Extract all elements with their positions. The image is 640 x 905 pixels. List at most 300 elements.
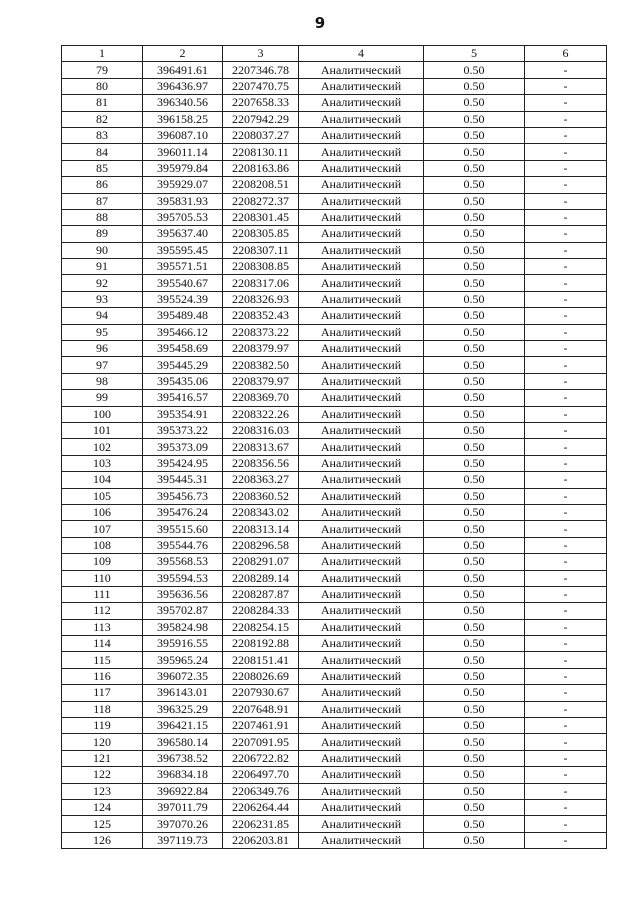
x-coordinate-cell: 395571.51	[143, 259, 223, 275]
method-cell: Аналитический	[299, 734, 424, 750]
x-coordinate-cell: 395916.55	[143, 636, 223, 652]
x-coordinate-cell: 396491.61	[143, 62, 223, 78]
x-coordinate-cell: 395540.67	[143, 275, 223, 291]
x-coordinate-cell: 395636.56	[143, 586, 223, 602]
table-row	[62, 406, 607, 422]
point-number-cell: 83	[62, 127, 143, 143]
point-number-cell: 97	[62, 357, 143, 373]
y-coordinate-cell: 2208326.93	[223, 291, 299, 307]
y-coordinate-cell: 2208289.14	[223, 570, 299, 586]
table-row	[62, 570, 607, 586]
table-row	[62, 832, 607, 848]
point-number-cell: 114	[62, 636, 143, 652]
note-cell: -	[525, 160, 607, 176]
point-number-cell: 99	[62, 390, 143, 406]
table-row	[62, 193, 607, 209]
method-cell: Аналитический	[299, 455, 424, 471]
method-cell: Аналитический	[299, 718, 424, 734]
y-coordinate-cell: 2208287.87	[223, 586, 299, 602]
method-cell: Аналитический	[299, 226, 424, 242]
y-coordinate-cell: 2208322.26	[223, 406, 299, 422]
table-row	[62, 734, 607, 750]
y-coordinate-cell: 2206349.76	[223, 783, 299, 799]
method-cell: Аналитический	[299, 275, 424, 291]
table-row	[62, 324, 607, 340]
table-row	[62, 422, 607, 438]
method-cell: Аналитический	[299, 816, 424, 832]
table-row	[62, 439, 607, 455]
note-cell: -	[525, 275, 607, 291]
x-coordinate-cell: 396325.29	[143, 701, 223, 717]
point-number-cell: 94	[62, 308, 143, 324]
accuracy-cell: 0.50	[424, 111, 525, 127]
y-coordinate-cell: 2206722.82	[223, 750, 299, 766]
accuracy-cell: 0.50	[424, 488, 525, 504]
note-cell: -	[525, 619, 607, 635]
accuracy-cell: 0.50	[424, 193, 525, 209]
column-header: 1	[62, 46, 143, 62]
column-header: 4	[299, 46, 424, 62]
point-number-cell: 108	[62, 537, 143, 553]
x-coordinate-cell: 395702.87	[143, 603, 223, 619]
table-row	[62, 636, 607, 652]
point-number-cell: 103	[62, 455, 143, 471]
point-number-cell: 81	[62, 95, 143, 111]
table-header-row	[62, 46, 607, 62]
point-number-cell: 107	[62, 521, 143, 537]
y-coordinate-cell: 2207648.91	[223, 701, 299, 717]
accuracy-cell: 0.50	[424, 734, 525, 750]
point-number-cell: 116	[62, 668, 143, 684]
point-number-cell: 98	[62, 373, 143, 389]
note-cell: -	[525, 308, 607, 324]
table-row	[62, 586, 607, 602]
method-cell: Аналитический	[299, 390, 424, 406]
y-coordinate-cell: 2208379.97	[223, 341, 299, 357]
y-coordinate-cell: 2208373.22	[223, 324, 299, 340]
accuracy-cell: 0.50	[424, 603, 525, 619]
note-cell: -	[525, 406, 607, 422]
x-coordinate-cell: 395456.73	[143, 488, 223, 504]
method-cell: Аналитический	[299, 504, 424, 520]
table-row	[62, 291, 607, 307]
method-cell: Аналитический	[299, 537, 424, 553]
point-number-cell: 111	[62, 586, 143, 602]
x-coordinate-cell: 395466.12	[143, 324, 223, 340]
point-number-cell: 124	[62, 799, 143, 815]
x-coordinate-cell: 396834.18	[143, 767, 223, 783]
note-cell: -	[525, 324, 607, 340]
y-coordinate-cell: 2208356.56	[223, 455, 299, 471]
x-coordinate-cell: 395489.48	[143, 308, 223, 324]
method-cell: Аналитический	[299, 439, 424, 455]
note-cell: -	[525, 357, 607, 373]
x-coordinate-cell: 395476.24	[143, 504, 223, 520]
accuracy-cell: 0.50	[424, 62, 525, 78]
x-coordinate-cell: 395354.91	[143, 406, 223, 422]
point-number-cell: 102	[62, 439, 143, 455]
column-header: 6	[525, 46, 607, 62]
point-number-cell: 82	[62, 111, 143, 127]
y-coordinate-cell: 2208352.43	[223, 308, 299, 324]
note-cell: -	[525, 472, 607, 488]
x-coordinate-cell: 396340.56	[143, 95, 223, 111]
x-coordinate-cell: 396011.14	[143, 144, 223, 160]
point-number-cell: 123	[62, 783, 143, 799]
method-cell: Аналитический	[299, 242, 424, 258]
note-cell: -	[525, 341, 607, 357]
method-cell: Аналитический	[299, 324, 424, 340]
y-coordinate-cell: 2208369.70	[223, 390, 299, 406]
point-number-cell: 104	[62, 472, 143, 488]
note-cell: -	[525, 652, 607, 668]
note-cell: -	[525, 62, 607, 78]
point-number-cell: 95	[62, 324, 143, 340]
column-header: 3	[223, 46, 299, 62]
x-coordinate-cell: 396421.15	[143, 718, 223, 734]
accuracy-cell: 0.50	[424, 521, 525, 537]
note-cell: -	[525, 439, 607, 455]
note-cell: -	[525, 111, 607, 127]
method-cell: Аналитический	[299, 259, 424, 275]
x-coordinate-cell: 397119.73	[143, 832, 223, 848]
accuracy-cell: 0.50	[424, 750, 525, 766]
point-number-cell: 119	[62, 718, 143, 734]
method-cell: Аналитический	[299, 472, 424, 488]
x-coordinate-cell: 395515.60	[143, 521, 223, 537]
note-cell: -	[525, 95, 607, 111]
y-coordinate-cell: 2208313.14	[223, 521, 299, 537]
x-coordinate-cell: 396436.97	[143, 78, 223, 94]
x-coordinate-cell: 395831.93	[143, 193, 223, 209]
y-coordinate-cell: 2207658.33	[223, 95, 299, 111]
point-number-cell: 120	[62, 734, 143, 750]
accuracy-cell: 0.50	[424, 259, 525, 275]
method-cell: Аналитический	[299, 767, 424, 783]
x-coordinate-cell: 395445.31	[143, 472, 223, 488]
x-coordinate-cell: 396158.25	[143, 111, 223, 127]
y-coordinate-cell: 2208037.27	[223, 127, 299, 143]
method-cell: Аналитический	[299, 62, 424, 78]
table-row	[62, 455, 607, 471]
table-row	[62, 226, 607, 242]
point-number-cell: 90	[62, 242, 143, 258]
y-coordinate-cell: 2208313.67	[223, 439, 299, 455]
y-coordinate-cell: 2208208.51	[223, 177, 299, 193]
note-cell: -	[525, 603, 607, 619]
note-cell: -	[525, 226, 607, 242]
point-number-cell: 122	[62, 767, 143, 783]
note-cell: -	[525, 127, 607, 143]
y-coordinate-cell: 2207942.29	[223, 111, 299, 127]
note-cell: -	[525, 78, 607, 94]
method-cell: Аналитический	[299, 308, 424, 324]
note-cell: -	[525, 799, 607, 815]
y-coordinate-cell: 2207461.91	[223, 718, 299, 734]
column-header: 5	[424, 46, 525, 62]
y-coordinate-cell: 2208360.52	[223, 488, 299, 504]
accuracy-cell: 0.50	[424, 373, 525, 389]
y-coordinate-cell: 2208284.33	[223, 603, 299, 619]
accuracy-cell: 0.50	[424, 209, 525, 225]
accuracy-cell: 0.50	[424, 504, 525, 520]
y-coordinate-cell: 2208317.06	[223, 275, 299, 291]
y-coordinate-cell: 2207346.78	[223, 62, 299, 78]
accuracy-cell: 0.50	[424, 177, 525, 193]
y-coordinate-cell: 2207470.75	[223, 78, 299, 94]
accuracy-cell: 0.50	[424, 767, 525, 783]
y-coordinate-cell: 2208192.88	[223, 636, 299, 652]
method-cell: Аналитический	[299, 783, 424, 799]
accuracy-cell: 0.50	[424, 390, 525, 406]
accuracy-cell: 0.50	[424, 160, 525, 176]
note-cell: -	[525, 242, 607, 258]
y-coordinate-cell: 2208130.11	[223, 144, 299, 160]
method-cell: Аналитический	[299, 619, 424, 635]
x-coordinate-cell: 396580.14	[143, 734, 223, 750]
x-coordinate-cell: 395524.39	[143, 291, 223, 307]
note-cell: -	[525, 734, 607, 750]
table-row	[62, 111, 607, 127]
point-number-cell: 112	[62, 603, 143, 619]
point-number-cell: 84	[62, 144, 143, 160]
note-cell: -	[525, 488, 607, 504]
table-row	[62, 701, 607, 717]
accuracy-cell: 0.50	[424, 701, 525, 717]
accuracy-cell: 0.50	[424, 472, 525, 488]
method-cell: Аналитический	[299, 209, 424, 225]
table-row	[62, 144, 607, 160]
table-row	[62, 685, 607, 701]
method-cell: Аналитический	[299, 668, 424, 684]
point-number-cell: 100	[62, 406, 143, 422]
note-cell: -	[525, 750, 607, 766]
table-row	[62, 816, 607, 832]
x-coordinate-cell: 395568.53	[143, 554, 223, 570]
point-number-cell: 96	[62, 341, 143, 357]
table-row	[62, 242, 607, 258]
x-coordinate-cell: 395544.76	[143, 537, 223, 553]
y-coordinate-cell: 2208291.07	[223, 554, 299, 570]
y-coordinate-cell: 2207930.67	[223, 685, 299, 701]
method-cell: Аналитический	[299, 341, 424, 357]
point-number-cell: 91	[62, 259, 143, 275]
note-cell: -	[525, 832, 607, 848]
point-number-cell: 105	[62, 488, 143, 504]
accuracy-cell: 0.50	[424, 586, 525, 602]
table-row	[62, 373, 607, 389]
x-coordinate-cell: 395373.09	[143, 439, 223, 455]
accuracy-cell: 0.50	[424, 652, 525, 668]
table-row	[62, 78, 607, 94]
accuracy-cell: 0.50	[424, 144, 525, 160]
table-row	[62, 357, 607, 373]
note-cell: -	[525, 767, 607, 783]
note-cell: -	[525, 209, 607, 225]
x-coordinate-cell: 396738.52	[143, 750, 223, 766]
x-coordinate-cell: 395824.98	[143, 619, 223, 635]
y-coordinate-cell: 2208163.86	[223, 160, 299, 176]
accuracy-cell: 0.50	[424, 308, 525, 324]
method-cell: Аналитический	[299, 406, 424, 422]
accuracy-cell: 0.50	[424, 341, 525, 357]
table-row	[62, 127, 607, 143]
method-cell: Аналитический	[299, 95, 424, 111]
note-cell: -	[525, 685, 607, 701]
method-cell: Аналитический	[299, 750, 424, 766]
note-cell: -	[525, 701, 607, 717]
table-row	[62, 62, 607, 78]
accuracy-cell: 0.50	[424, 242, 525, 258]
y-coordinate-cell: 2208296.58	[223, 537, 299, 553]
table-row	[62, 488, 607, 504]
table-row	[62, 767, 607, 783]
method-cell: Аналитический	[299, 177, 424, 193]
table-row	[62, 160, 607, 176]
table-row	[62, 537, 607, 553]
accuracy-cell: 0.50	[424, 439, 525, 455]
method-cell: Аналитический	[299, 832, 424, 848]
method-cell: Аналитический	[299, 636, 424, 652]
y-coordinate-cell: 2206264.44	[223, 799, 299, 815]
note-cell: -	[525, 193, 607, 209]
point-number-cell: 125	[62, 816, 143, 832]
accuracy-cell: 0.50	[424, 127, 525, 143]
x-coordinate-cell: 395594.53	[143, 570, 223, 586]
y-coordinate-cell: 2206497.70	[223, 767, 299, 783]
y-coordinate-cell: 2208026.69	[223, 668, 299, 684]
note-cell: -	[525, 422, 607, 438]
note-cell: -	[525, 554, 607, 570]
x-coordinate-cell: 395979.84	[143, 160, 223, 176]
x-coordinate-cell: 395416.57	[143, 390, 223, 406]
note-cell: -	[525, 668, 607, 684]
point-number-cell: 110	[62, 570, 143, 586]
table-body	[62, 62, 607, 849]
table-row	[62, 554, 607, 570]
table-row	[62, 209, 607, 225]
note-cell: -	[525, 373, 607, 389]
accuracy-cell: 0.50	[424, 554, 525, 570]
table-row	[62, 341, 607, 357]
accuracy-cell: 0.50	[424, 226, 525, 242]
method-cell: Аналитический	[299, 127, 424, 143]
method-cell: Аналитический	[299, 799, 424, 815]
note-cell: -	[525, 586, 607, 602]
x-coordinate-cell: 395595.45	[143, 242, 223, 258]
point-number-cell: 121	[62, 750, 143, 766]
method-cell: Аналитический	[299, 160, 424, 176]
y-coordinate-cell: 2208301.45	[223, 209, 299, 225]
y-coordinate-cell: 2208308.85	[223, 259, 299, 275]
method-cell: Аналитический	[299, 685, 424, 701]
note-cell: -	[525, 144, 607, 160]
y-coordinate-cell: 2207091.95	[223, 734, 299, 750]
method-cell: Аналитический	[299, 422, 424, 438]
x-coordinate-cell: 397011.79	[143, 799, 223, 815]
accuracy-cell: 0.50	[424, 406, 525, 422]
note-cell: -	[525, 537, 607, 553]
accuracy-cell: 0.50	[424, 291, 525, 307]
point-number-cell: 89	[62, 226, 143, 242]
method-cell: Аналитический	[299, 603, 424, 619]
accuracy-cell: 0.50	[424, 78, 525, 94]
y-coordinate-cell: 2208363.27	[223, 472, 299, 488]
point-number-cell: 109	[62, 554, 143, 570]
table-row	[62, 668, 607, 684]
note-cell: -	[525, 816, 607, 832]
method-cell: Аналитический	[299, 586, 424, 602]
x-coordinate-cell: 395373.22	[143, 422, 223, 438]
table-row	[62, 95, 607, 111]
table-row	[62, 504, 607, 520]
accuracy-cell: 0.50	[424, 783, 525, 799]
point-number-cell: 92	[62, 275, 143, 291]
note-cell: -	[525, 783, 607, 799]
point-number-cell: 118	[62, 701, 143, 717]
y-coordinate-cell: 2208305.85	[223, 226, 299, 242]
note-cell: -	[525, 636, 607, 652]
x-coordinate-cell: 396143.01	[143, 685, 223, 701]
note-cell: -	[525, 521, 607, 537]
accuracy-cell: 0.50	[424, 636, 525, 652]
point-number-cell: 85	[62, 160, 143, 176]
x-coordinate-cell: 395705.53	[143, 209, 223, 225]
method-cell: Аналитический	[299, 554, 424, 570]
table-row	[62, 799, 607, 815]
accuracy-cell: 0.50	[424, 668, 525, 684]
point-number-cell: 106	[62, 504, 143, 520]
note-cell: -	[525, 291, 607, 307]
point-number-cell: 86	[62, 177, 143, 193]
table-row	[62, 783, 607, 799]
point-number-cell: 87	[62, 193, 143, 209]
accuracy-cell: 0.50	[424, 455, 525, 471]
method-cell: Аналитический	[299, 373, 424, 389]
method-cell: Аналитический	[299, 291, 424, 307]
page-number: 9	[314, 14, 326, 32]
y-coordinate-cell: 2208254.15	[223, 619, 299, 635]
accuracy-cell: 0.50	[424, 570, 525, 586]
point-number-cell: 113	[62, 619, 143, 635]
coordinates-table	[61, 45, 607, 849]
method-cell: Аналитический	[299, 357, 424, 373]
x-coordinate-cell: 395458.69	[143, 341, 223, 357]
x-coordinate-cell: 395637.40	[143, 226, 223, 242]
x-coordinate-cell: 395445.29	[143, 357, 223, 373]
point-number-cell: 79	[62, 62, 143, 78]
table-row	[62, 259, 607, 275]
x-coordinate-cell: 396922.84	[143, 783, 223, 799]
method-cell: Аналитический	[299, 488, 424, 504]
y-coordinate-cell: 2208379.97	[223, 373, 299, 389]
x-coordinate-cell: 395929.07	[143, 177, 223, 193]
x-coordinate-cell: 396072.35	[143, 668, 223, 684]
x-coordinate-cell: 396087.10	[143, 127, 223, 143]
accuracy-cell: 0.50	[424, 95, 525, 111]
y-coordinate-cell: 2208316.03	[223, 422, 299, 438]
note-cell: -	[525, 177, 607, 193]
table-row	[62, 390, 607, 406]
accuracy-cell: 0.50	[424, 832, 525, 848]
accuracy-cell: 0.50	[424, 685, 525, 701]
column-header: 2	[143, 46, 223, 62]
method-cell: Аналитический	[299, 111, 424, 127]
method-cell: Аналитический	[299, 193, 424, 209]
x-coordinate-cell: 397070.26	[143, 816, 223, 832]
accuracy-cell: 0.50	[424, 324, 525, 340]
accuracy-cell: 0.50	[424, 619, 525, 635]
